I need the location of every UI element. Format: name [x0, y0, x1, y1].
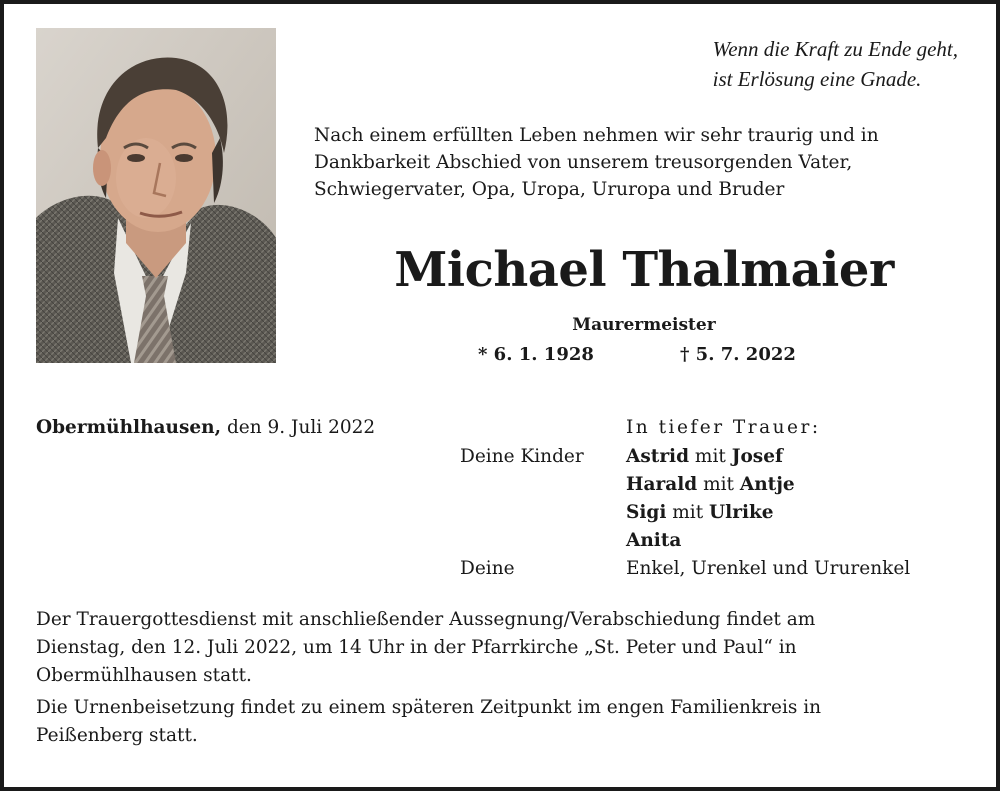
mourner-names [626, 530, 681, 551]
mourner-row [4, 474, 1000, 502]
birth-date: * 6. 1. 1928 [478, 344, 594, 365]
partner-name: Josef [731, 446, 783, 467]
death-date: † 5. 7. 2022 [680, 344, 796, 365]
urn-line-2: Peißenberg statt. [36, 725, 198, 746]
connector-text: mit [703, 474, 734, 495]
funeral-service-paragraph [36, 606, 966, 690]
intro-line-2: Dankbarkeit Abschied von unserem treusorgenden Vater, [314, 152, 853, 173]
mourner-row [4, 502, 1000, 530]
intro-text [314, 122, 974, 203]
mourner-row [4, 530, 1000, 558]
child-name: Sigi [626, 502, 667, 523]
intro-line-3: Schwiegervater, Opa, Uropa, Ururopa und Bruder [314, 179, 785, 200]
partner-name: Ulrike [709, 502, 774, 523]
mourner-names [626, 474, 795, 495]
service-line-1: Der Trauergottesdienst mit anschließender Aussegnung/Verabschiedung findet am [36, 609, 816, 630]
urn-burial-paragraph [36, 694, 966, 750]
partner-name: Antje [739, 474, 795, 495]
service-line-2: Dienstag, den 12. Juli 2022, um 14 Uhr in der Pfarrkirche „St. Peter und Paul“ in [36, 637, 797, 658]
mourner-row [4, 558, 1000, 586]
intro-line-1: Nach einem erfüllten Leben nehmen wir sehr traurig und in [314, 125, 879, 146]
mourning-heading: In tiefer Trauer: [626, 417, 821, 438]
child-name: Harald [626, 474, 698, 495]
deceased-name: Michael Thalmaier [394, 242, 894, 298]
grandchildren-text: Enkel, Urenkel und Ururenkel [626, 558, 911, 579]
grandchildren-label: Deine [460, 558, 515, 579]
mourner-names [626, 502, 774, 523]
portrait-photo [36, 28, 276, 363]
connector-text: mit [672, 502, 704, 523]
motto-line-2: ist Erlösung eine Gnade. [712, 67, 922, 91]
child-name: Astrid [626, 446, 690, 467]
mourner-row [4, 446, 1000, 474]
children-label: Deine Kinder [460, 446, 584, 467]
child-name: Anita [626, 530, 682, 551]
connector-text: mit [694, 446, 726, 467]
service-line-3: Obermühlhausen statt. [36, 665, 252, 686]
service-information [36, 606, 966, 754]
notice-date: den 9. Juli 2022 [226, 417, 376, 438]
motto-line-1: Wenn die Kraft zu Ende geht, [712, 37, 958, 61]
place-name: Obermühlhausen, [36, 417, 222, 438]
motto-quote [713, 34, 958, 94]
mourner-names [626, 446, 783, 467]
urn-line-1: Die Urnenbeisetzung findet zu einem späteren Zeitpunkt im engen Familienkreis in [36, 697, 822, 718]
deceased-profession: Maurermeister [572, 315, 716, 335]
mourners-section [4, 417, 1000, 587]
